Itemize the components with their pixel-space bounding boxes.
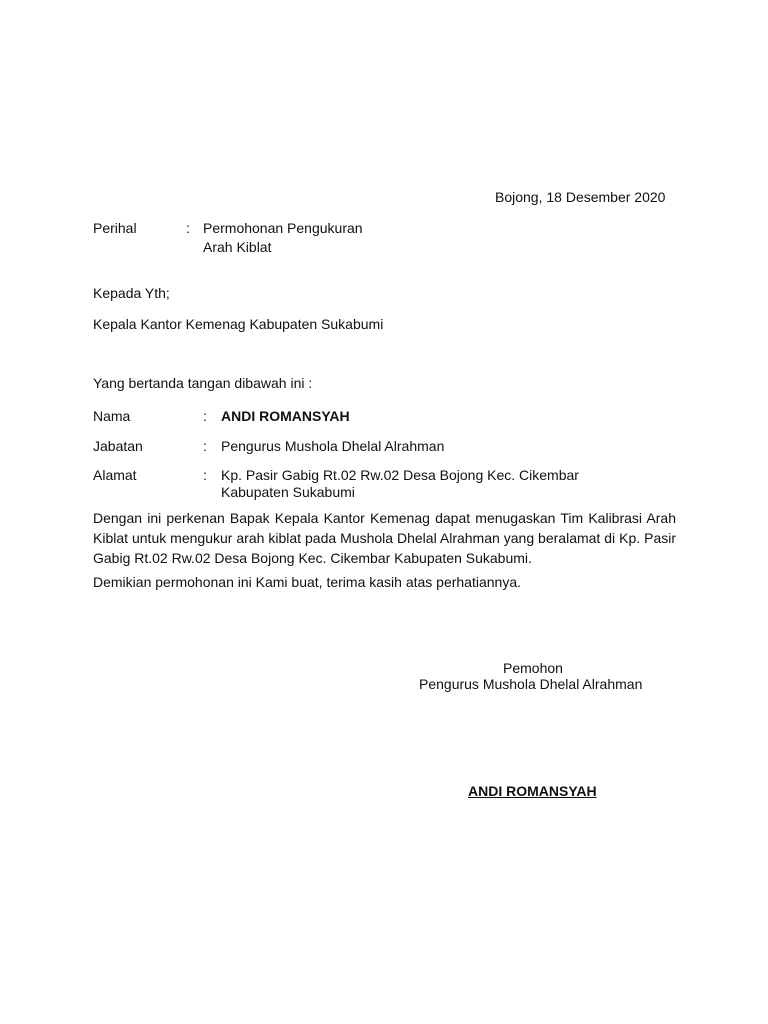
jabatan-colon: : xyxy=(203,438,207,454)
perihal-line-2: Arah Kiblat xyxy=(203,239,272,255)
place-date: Bojong, 18 Desember 2020 xyxy=(495,189,666,205)
nama-label: Nama xyxy=(93,408,131,424)
kepada-yth: Kepada Yth; xyxy=(93,285,170,301)
jabatan-value: Pengurus Mushola Dhelal Alrahman xyxy=(221,438,445,454)
perihal-line-1: Permohonan Pengukuran xyxy=(203,220,363,236)
perihal-label: Perihal xyxy=(93,220,137,236)
intro-line: Yang bertanda tangan dibawah ini : xyxy=(93,375,313,391)
perihal-colon: : xyxy=(186,220,190,236)
closing-line: Demikian permohonan ini Kami buat, terima kasih atas perhatiannya. xyxy=(93,574,522,590)
nama-colon: : xyxy=(203,408,207,424)
signature-organization: Pengurus Mushola Dhelal Alrahman xyxy=(419,676,643,692)
alamat-line-1: Kp. Pasir Gabig Rt.02 Rw.02 Desa Bojong Kec. Cikembar xyxy=(221,467,579,483)
recipient: Kepala Kantor Kemenag Kabupaten Sukabumi xyxy=(93,316,384,332)
body-paragraph: Dengan ini perkenan Bapak Kepala Kantor Kemenag dapat menugaskan Tim Kalibrasi Arah Kiblat untuk mengukur arah kiblat pada Mushola Dhelal Alrahman yang beralamat di Kp. Pasir Gabig Rt.02 Rw.02 Desa Bojong Kec. Cikembar Kabupaten Sukabumi. xyxy=(93,510,676,566)
signature-role: Pemohon xyxy=(503,660,563,676)
signature-name: ANDI ROMANSYAH xyxy=(468,783,597,799)
jabatan-label: Jabatan xyxy=(93,438,143,454)
nama-value: ANDI ROMANSYAH xyxy=(221,408,350,424)
alamat-line-2: Kabupaten Sukabumi xyxy=(221,484,355,500)
alamat-label: Alamat xyxy=(93,467,137,483)
alamat-colon: : xyxy=(203,467,207,483)
